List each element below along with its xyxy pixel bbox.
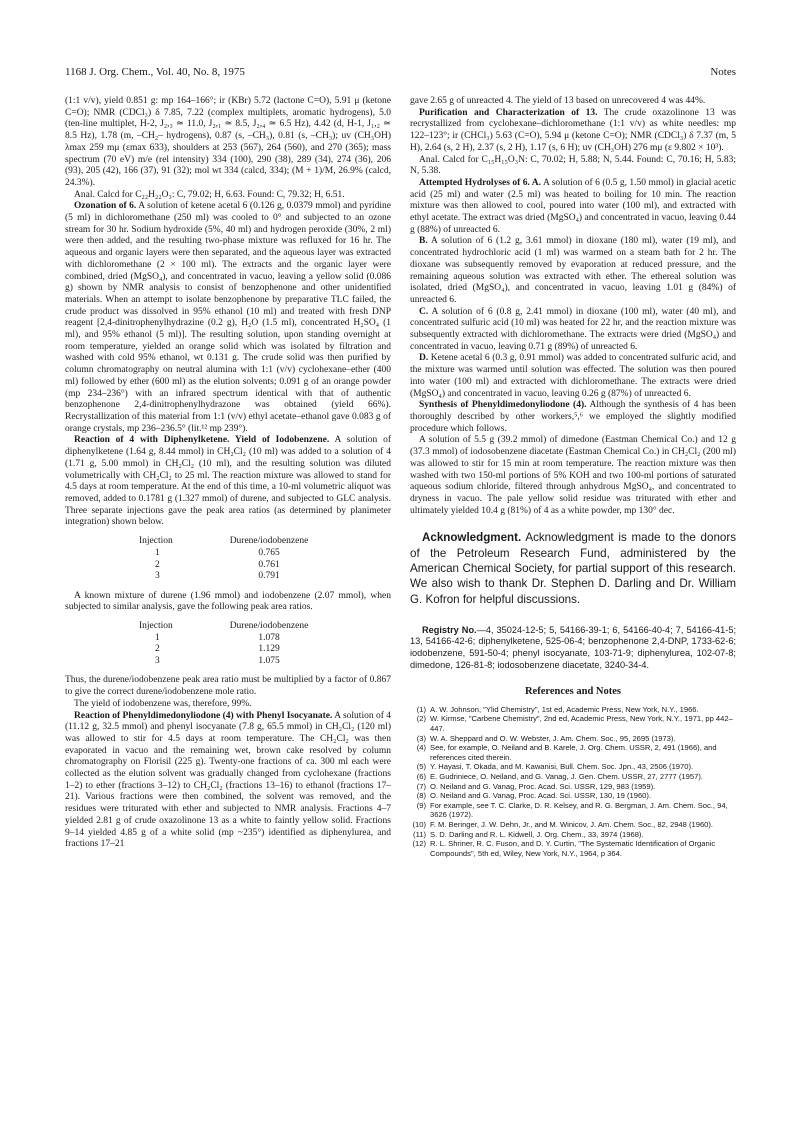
reference-number: (12) <box>412 839 426 849</box>
heading-isocyanate: Reaction of Phenyldimedonyliodone (4) with Phenyl Isocyanate. <box>74 710 333 721</box>
table-header-injection: Injection <box>139 621 173 632</box>
table-header-ratio: Durene/iodobenzene <box>229 621 309 632</box>
reference-number: (10) <box>412 820 426 829</box>
table-cell-ratio: 1.075 <box>258 655 280 666</box>
reference-text: R. L. Shriner, R. C. Fuson, and D. Y. Curtin, "The Systematic Identification of Organic Compounds", 5th ed, Wiley, New York, N.Y., 1964, p 364. <box>430 839 716 858</box>
reference-item <box>410 791 736 801</box>
paragraph-yield: The yield of iodobenzene was, therefore, 99%. <box>74 698 252 709</box>
reference-text: O. Neiland and G. Vanag, Proc. Acad. Sci. USSR, 130, 19 (1960). <box>430 791 652 801</box>
table-cell-injection: 2 <box>155 559 160 570</box>
paragraph-isocyanate <box>65 711 391 851</box>
peak-ratio-table-2 <box>131 621 319 668</box>
reference-text: W. A. Sheppard and O. W. Webster, J. Am. Chem. Soc., 95, 2695 (1973). <box>430 733 676 743</box>
table-row <box>131 656 319 668</box>
table-cell-ratio: 1.129 <box>258 644 280 655</box>
table-cell-ratio: 1.078 <box>258 632 280 643</box>
text-synthesis: Although the synthesis of 4 has been thoroughly described by other workers,⁵,⁶ we employed the slightly modified procedure which follows. <box>410 400 736 434</box>
reference-text: A. W. Johnson, "Ylid Chemistry", 1st ed, Academic Press, New York, N.Y., 1966. <box>430 704 699 714</box>
table-cell-ratio: 0.761 <box>258 559 280 570</box>
heading-hydrolysis-b: B. <box>419 236 428 247</box>
text-hydrolysis-c: A solution of 6 (0.8 g, 2.41 mmol) in dioxane (100 ml), water (40 ml), and concentrated sulfuric acid (10 ml) was heated for 22 hr, and the reaction mixture was subsequently extracted with dichloromethane. The extracts were dried (MgSO₄) and concentrated in vacuo, leaving 0.71 g (89%) of unreacted 6. <box>410 306 736 352</box>
paragraph-hydrolysis-a <box>410 178 736 237</box>
reference-text: Y. Hayasi, T. Okada, and M. Kawanisi, Bull. Chem. Soc. Jpn., 43, 2506 (1970). <box>430 762 694 772</box>
registry-numbers <box>410 625 736 671</box>
reference-item <box>410 830 736 840</box>
references-list <box>410 705 736 859</box>
table-header-row <box>131 536 319 548</box>
running-head-section: Notes <box>710 66 736 78</box>
reference-number: (9) <box>416 800 426 810</box>
paragraph-purification <box>410 108 736 155</box>
table-cell-injection: 2 <box>155 644 160 655</box>
table-cell-injection: 1 <box>155 548 160 559</box>
table-cell-ratio: 0.791 <box>258 571 280 582</box>
table-header-injection: Injection <box>139 536 173 547</box>
references-title: References and Notes <box>524 686 622 698</box>
peak-ratio-table-1 <box>131 536 319 583</box>
heading-diphenylketene: Reaction of 4 with Diphenylketene. Yield of Iodobenzene. <box>74 435 330 446</box>
paragraph-correction-factor: Thus, the durene/iodobenzene peak area ratio must be multiplied by a factor of 0.867 to give the correct durene/iodobenzene mole ratio. <box>65 675 391 698</box>
table-row <box>131 571 319 583</box>
registry-heading: Registry No. <box>422 624 477 635</box>
reference-item <box>410 705 736 715</box>
text-ozonation: A solution of ketene acetal 6 (0.126 g, 0.0379 mmol) and pyridine (5 ml) in dichloromethane (250 ml) was cooled to 0° and subjected to an ozone stream for 30 hr. Sodium hydroxide (5%, 40 ml) and hydrogen peroxide (30%, 2 ml) were then added, and the resulting two-phase mixture was refluxed for 16 hr. The aqueous and organic layers were then separated, and the aqueous layer was extracted with dichloromethane (2 × 100 ml). The extracts and the organic layer were combined, dried (MgSO₄), and concentrated in vacuo, leaving a yellow solid (0.086 g) shown by NMR analysis to consist of benzophenone and other unidentified materials. When an attempt to isolate benzophenone by preparative TLC failed, the crude product was dissolved in 95% ethanol (10 ml) and treated with fresh DNP reagent [2,4-dinitrophenylhydrazine (0.2 g), H₂O (1.5 ml), concentrated H₂SO₄ (1 ml), and 95% ethanol (5 ml)]. The resulting solution, upon standing overnight at room temperature, yielded an orange solid which was isolated by filtration and washed with cold 95% ethanol, wt 0.131 g. The crude solid was then purified by column chromatography on neutral alumina with 1:1 (v/v) cyclohexane–ether (400 ml) followed by ether (600 ml) as the elution solvents; 0.091 g of an orange powder (mp 234–236°) with an infrared spectrum identical with that of authentic benzophenone 2,4-dinitrophenylhydrazone was obtained (yield 66%). Recrystallization of this material from 1:1 (v/v) ethyl acetate–ethanol gave 0.083 g of orange crystals, mp 236–236.5° (lit.¹² mp 239°). <box>65 201 391 434</box>
table-cell-injection: 1 <box>155 632 160 643</box>
reference-item <box>410 734 736 744</box>
running-head-citation: 1168 J. Org. Chem., Vol. 40, No. 8, 1975 <box>65 66 245 78</box>
heading-purification: Purification and Characterization of 13. <box>419 107 598 118</box>
reference-text: See, for example, O. Neiland and B. Karele, J. Org. Chem. USSR, 2, 491 (1966), and references cited therein. <box>430 743 717 762</box>
reference-number: (1) <box>416 704 426 714</box>
acknowledgment-heading: Acknowledgment. <box>422 531 522 545</box>
text-isocyanate: A solution of 4 (11.12 g, 32.5 mmol) and phenyl isocyanate (7.8 g, 65.5 mmol) in CH₂Cl₂ (120 ml) was allowed to stir for 4.5 days at room temperature. The CH₂Cl₂ was then evaporated in vacuo and the remaining wet, brown cake resolved by column chromatography on Florisil (225 g). Twenty-one fractions of ca. 300 ml each were collected as the elution solvent was gradually changed from cyclohexane (fractions 1–2) to ether (fractions 3–12) to CH₂Cl₂ (fractions 13–16) to ethanol (fractions 17–21). Various fractions were then combined, the solvent was removed, and the residues were triturated with ether and subjected to NMR analysis. Fractions 4–7 yielded 2.81 g of crude oxazolinone 13 as a white to faintly yellow solid. Fractions 9–14 yielded 4.85 g of a white solid (mp ~235°) identified as diphenylurea, and fractions 17–21 <box>65 710 392 850</box>
paragraph-ozonation <box>65 201 391 435</box>
reference-item <box>410 782 736 792</box>
paragraph-synthesis <box>410 400 736 435</box>
reference-item <box>410 743 736 762</box>
registry-text: —4, 35024-12-5; 5, 54166-39-1; 6, 54166-40-4; 7, 54166-41-5; 13, 54166-42-6; diphenylketene, 525-06-4; benzophenone 2,4-DNP, 1733-62-6; iodobenzene, 591-50-4; phenyl isocyanate, 103-71-9; diphenylurea, 102-07-8; dimedone, 126-81-8; iodosobenzene diacetate, 3240-34-4. <box>410 624 736 670</box>
reference-item <box>410 839 736 858</box>
acknowledgment-text: Acknowledgment is made to the donors of the Petroleum Research Fund, administered by the American Chemical Society, for partial support of this research. We also wish to thank Dr. Stephen D. Darling and Dr. William G. Kofron for helpful discussions. <box>410 531 736 606</box>
paragraph-analysis: Anal. Calcd for C₂₂H₂₂O₃: C, 79.02; H, 6.63. Found: C, 79.32; H, 6.51. <box>74 189 345 200</box>
reference-text: F. M. Beringer, J. W. Dehn, Jr., and M. Winicov, J. Am. Chem. Soc., 82, 2948 (1960). <box>430 820 714 829</box>
paragraph-hydrolysis-c <box>410 307 736 354</box>
reference-text: S. D. Darling and R. L. Kidwell, J. Org. Chem., 33, 3974 (1968). <box>430 829 644 839</box>
text-diphenylketene: A solution of diphenylketene (1.64 g, 8.44 mmol) in CH₂Cl₂ (10 ml) was added to a solution of 4 (1.71 g, 5.00 mmol) in CH₂Cl₂ (10 ml), and the resulting solution was diluted volumetrically with CH₂Cl₂ to 25 ml. The reaction mixture was allowed to stand for 4.5 days at room temperature. At the end of this time, a 10-ml volumetric aliquot was removed, added to 0.1781 g (1.327 mmol) of durene, and subjected to GLC analysis. Three separate injections gave the peak area ratios (as determined by planimeter integration) shown below. <box>65 435 392 528</box>
reference-number: (11) <box>413 829 426 839</box>
heading-ozonation: Ozonation of 6. <box>74 201 137 212</box>
reference-number: (8) <box>416 791 426 801</box>
reference-item <box>410 801 736 820</box>
text-hydrolysis-b: A solution of 6 (1.2 g, 3.61 mmol) in dioxane (180 ml), water (19 ml), and concentrated hydrochloric acid (1 ml) was warmed on a steam bath for 2 hr. The dioxane was subsequently removed by evaporation at reduced pressure, and the remaining aqueous solution was extracted with ether. The ethereal solution was isolated, dried (MgSO₄), and concentrated in vacuo, leaving 1.01 g (84%) of unreacted 6. <box>410 236 736 305</box>
reference-text: W. Kirmse, "Carbene Chemistry", 2nd ed, Academic Press, New York, N.Y., 1971, pp 442–447. <box>430 714 733 734</box>
reference-text: O. Neiland and G. Vanag, Proc. Acad. Sci. USSR, 129, 983 (1959). <box>430 781 656 791</box>
reference-text: For example, see T. C. Clarke, D. R. Kelsey, and R. G. Bergman, J. Am. Chem. Soc., 94, 3626 (1972). <box>430 800 728 820</box>
reference-item <box>410 772 736 782</box>
heading-hydrolysis-c: C. <box>419 306 429 317</box>
running-head <box>65 66 736 82</box>
paragraph-dimedone-procedure: A solution of 5.5 g (39.2 mmol) of dimedone (Eastman Chemical Co.) and 12 g (37.3 mmol) of iodosobenzene diacetate (Eastman Chemical Co.) in CH₂Cl₂ (200 ml) was allowed to stir for 15 min at room temperature. The reaction mixture was then washed with two 150-ml portions of 5% KOH and two 100-ml portions of saturated aqueous sodium chloride, filtered through anhydrous MgSO₄, and concentrated to dryness in vacuo. The pale yellow solid residue was triturated with ether and ultimately yielded 10.4 g (81%) of 4 as a white powder, mp 130° dec. <box>410 435 736 516</box>
paragraph-analysis-13: Anal. Calcd for C₁₅H₁₅O₃N: C, 70.02; H, 5.88; N, 5.44. Found: C, 70.16; H, 5.83; N, 5.38. <box>410 154 736 177</box>
reference-number: (5) <box>416 762 426 772</box>
table-cell-injection: 3 <box>155 571 160 582</box>
text-purification: The crude oxazolinone 13 was recrystallized from cyclohexane–dichloromethane (1:1 v/v) as white needles: mp 122–123°; ir (CHCl₃) 5.63 (C=O), 5.94 μ (ketone C=O); NMR (CDCl₃) δ 7.37 (m, 5 H), 2.64 (s, 2 H), 2.37 (s, 2 H), 1.17 (s, 6 H); uv (CH₃OH) 276 mμ (ε 9.802 × 10³). <box>410 107 736 153</box>
right-column <box>410 96 736 858</box>
left-column <box>65 96 391 851</box>
text-hydrolysis-a: A solution of 6 (0.5 g, 1.50 mmol) in glacial acetic acid (25 ml) and water (2.5 ml) was heated to boiling for 10 min. The reaction mixture was then allowed to cool, poured into water (100 ml), and extracted with ethyl acetate. The extract was dried (MgSO₄) and concentrated in vacuo, leaving 0.44 g (88%) of unreacted 6. <box>410 177 736 235</box>
table-row <box>131 548 319 560</box>
reference-number: (7) <box>416 781 426 791</box>
reference-item <box>410 714 736 733</box>
heading-synthesis: Synthesis of Phenyldimedonyliodone (4). <box>419 400 587 411</box>
reference-item <box>410 762 736 772</box>
text-hydrolysis-d: Ketene acetal 6 (0.3 g, 0.91 mmol) was added to concentrated sulfuric acid, and the mixture was warmed until solution was effected. The solution was then poured into water (100 ml) and extracted with dichloromethane. The extracts were dried (MgSO₄) and concentrated in vacuo, leaving 0.26 g (87%) of unreacted 6. <box>410 353 736 399</box>
paragraph-hydrolysis-b <box>410 236 736 306</box>
table-row <box>131 633 319 645</box>
reference-item <box>410 820 736 830</box>
heading-hydrolysis: Attempted Hydrolyses of 6. A. <box>419 177 542 188</box>
reference-number: (2) <box>416 714 426 724</box>
table-row <box>131 560 319 572</box>
table-cell-ratio: 0.765 <box>258 548 280 559</box>
table-row <box>131 644 319 656</box>
paragraph-hydrolysis-d <box>410 353 736 400</box>
reference-text: E. Gudriniece, O. Neiland, and G. Vanag, J. Gen. Chem. USSR, 27, 2777 (1957). <box>430 772 703 782</box>
paragraph-unreacted: gave 2.65 g of unreacted 4. The yield of 13 based on unrecovered 4 was 44%. <box>410 96 706 106</box>
table-header-ratio: Durene/iodobenzene <box>229 536 309 547</box>
reference-number: (4) <box>416 743 426 753</box>
paragraph-characterization-continued: (1:1 v/v), yield 0.851 g: mp 164–166°; ir (KBr) 5.72 (lactone C=O), 5.91 μ (ketone C=O); NMR (CDCl₃) δ 7.85, 7.22 (complex multiplets, aromatic hydrogens), 5.0 (ten-line multiplet, H-2, J₂,₃ ≃ 11.0, J₂,₁ ≃ 8.5, J₂,₄ ≃ 6.5 Hz), 4.42 (d, H-1, J₁,₂ ≃ 8.5 Hz), 1.78 (m, –CH₂– hydrogens), 0.87 (s, –CH₃), 0.81 (s, –CH₃); uv (CH₃OH) λmax 259 mμ (εmax 633), shoulders at 253 (567), 264 (560), and 270 (365); mass spectrum (70 eV) m/e (rel intensity) 334 (100), 290 (38), 289 (34), 274 (36), 206 (93), 205 (42), 166 (37), 91 (32); mol wt 334 (calcd, 334); (M + 1)/M, 26.9% (calcd, 24.3%). <box>65 96 391 188</box>
acknowledgment <box>410 530 736 606</box>
paragraph-diphenylketene <box>65 435 391 529</box>
table-header-row <box>131 621 319 633</box>
heading-hydrolysis-d: D. <box>419 353 429 364</box>
reference-number: (6) <box>416 772 426 782</box>
table-cell-injection: 3 <box>155 655 160 666</box>
reference-number: (3) <box>416 733 426 743</box>
paragraph-known-mixture: A known mixture of durene (1.96 mmol) and iodobenzene (2.07 mmol), when subjected to similar analysis, gave the following peak area ratios. <box>65 590 391 613</box>
